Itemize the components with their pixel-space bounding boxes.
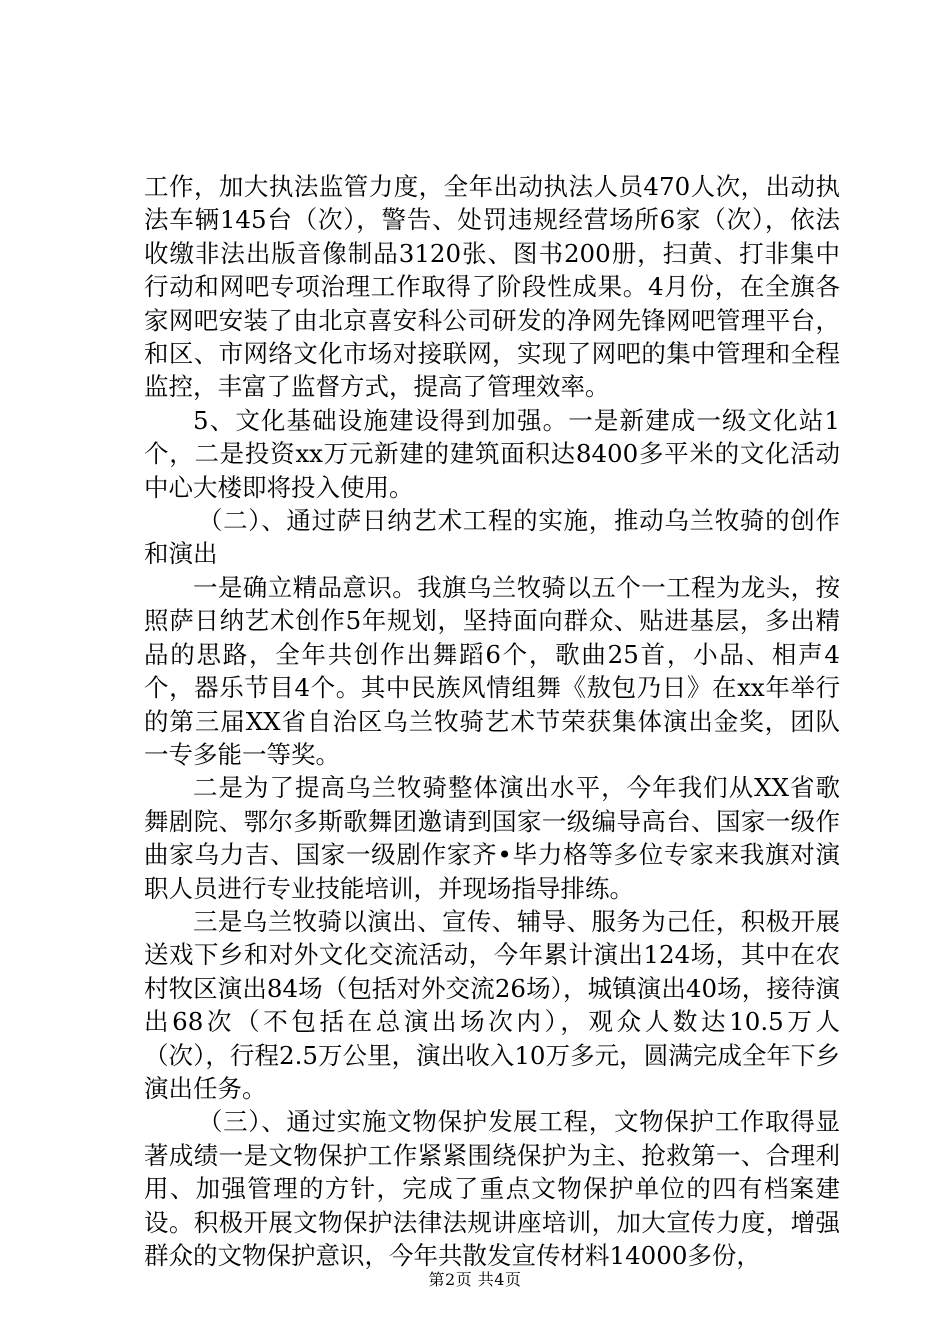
paragraph-quality-works: 一是确立精品意识。我旗乌兰牧骑以五个一工程为龙头，按照萨日纳艺术创作5年规划，坚持面向群众、贴进基层，多出精品的思路，全年共创作出舞蹈6个，歌曲25首，小品、相声4个，器乐节目4个。其中民族风情组舞《敖包乃日》在xx年举行的第三届XX省自治区乌兰牧骑艺术节荣获集体演出金奖，团队一专多能一等奖。 <box>144 572 840 769</box>
section-heading-2: （二）、通过萨日纳艺术工程的实施，推动乌兰牧骑的创作和演出 <box>144 506 840 569</box>
paragraph-continuation: 工作，加大执法监管力度，全年出动执法人员470人次，出动执法车辆145台（次），警告、处罚违规经营场所6家（次），依法收缴非法出版音像制品3120张、图书200册，扫黄、打非集中行动和网吧专项治理工作取得了阶段性成果。4月份，在全旗各家网吧安装了由北京喜安科公司研发的净网先锋网吧管理平台，和区、市网络文化市场对接联网，实现了网吧的集中管理和全程监控，丰富了监督方式，提高了管理效率。 <box>144 172 840 402</box>
paragraph-training: 二是为了提高乌兰牧骑整体演出水平，今年我们从XX省歌舞剧院、鄂尔多斯歌舞团邀请到国家一级编导高台、国家一级作曲家乌力吉、国家一级剧作家齐•毕力格等多位专家来我旗对演职人员进行专业技能培训，并现场指导排练。 <box>144 773 840 903</box>
section-heading-3: （三）、通过实施文物保护发展工程，文物保护工作取得显著成绩一是文物保护工作紧紧围绕保护为主、抢救第一、合理利用、加强管理的方针，完成了重点文物保护单位的四有档案建设。积极开展文物保护法律法规讲座培训，加大宣传力度，增强群众的文物保护意识，今年共散发宣传材料14000多份， <box>144 1107 840 1270</box>
paragraph-performances: 三是乌兰牧骑以演出、宣传、辅导、服务为己任，积极开展送戏下乡和对外文化交流活动，今年累计演出124场，其中在农村牧区演出84场（包括对外交流26场），城镇演出40场，接待演出68次（不包括在总演出场次内），观众人数达10.5万人（次），行程2.5万公里，演出收入10万多元，圆满完成全年下乡演出任务。 <box>144 906 840 1103</box>
document-body <box>144 170 840 1272</box>
page-footer <box>0 1270 950 1290</box>
page-number-label: 第2页 共4页 <box>428 1270 522 1289</box>
paragraph-infrastructure: 5、文化基础设施建设得到加强。一是新建成一级文化站1个，二是投资xx万元新建的建筑面积达8400多平米的文化活动中心大楼即将投入使用。 <box>144 405 840 502</box>
